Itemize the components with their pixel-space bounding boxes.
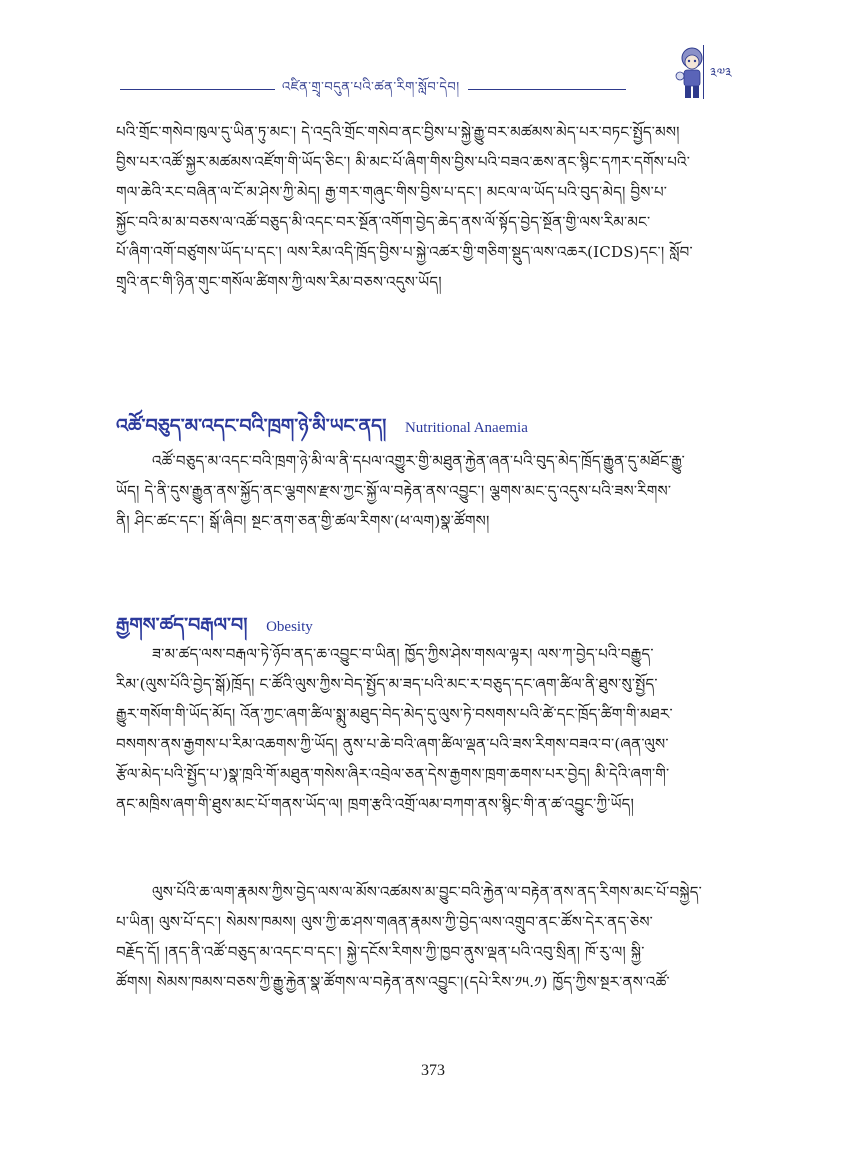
text-line: བསགས་ནས་རྒྱགས་པ་རིམ་འཆགས་ཀྱི་ཡོད། ནུས་པ་ཆེ་བའི་ཞག་ཚིལ་ལྡན་པའི་ཟས་རིགས་བཟའ་བ་(ཞན་ལུས་	[116, 735, 669, 753]
text-line: སྐྱོང་བའི་མ་མ་བཅས་ལ་འཚོ་བཅུད་མི་འདང་བར་སྔོན་འགོག་བྱེད་ཆེད་ནས་ལོ་སྟོད་བྱེད་སྔོན་གྱི་ལས་རིམ་མང་	[116, 213, 651, 231]
obesity-paragraph-1	[116, 639, 756, 819]
text-line: ནི། ཤིང་ཚང་དང་། སྒོ་ཞིབ། སྔང་ནག་ཅན་གྱི་ཚལ་རིགས་(ཕ་ལག)སྣ་ཚོགས།	[116, 512, 490, 530]
page-number: 373	[421, 1062, 445, 1079]
text-line: ཡོད། དེ་ནི་དུས་རྒྱུན་ནས་སྐྱོད་ནང་ལྕགས་རྫས་ཀྱང་སྐྱོ་ལ་བརྟེན་ནས་འབྱུང་། ལྕགས་མང་དུ་འདུས་པའི་ཟས་རིགས་	[116, 482, 672, 500]
heading-english: Nutritional Anaemia	[404, 420, 528, 436]
text-line: གྲྭའི་ནང་གི་ཉིན་གུང་གསོལ་ཚིགས་ཀྱི་ལས་རིམ་བཅས་འདུས་ཡོད།	[116, 273, 442, 291]
heading-english: Obesity	[266, 619, 313, 635]
text-line: རྩོལ་མེད་པའི་སྤྱོད་པ་)སྣ་ཁྲའི་གོ་མཐུན་གསེས་ཞིར་འབྲེལ་ཅན་དེས་རྒྱགས་ཁྲག་ཆགས་པར་བྱེད། མི་དེའི་ཞག་གི་	[116, 765, 670, 783]
obesity-paragraph-2	[116, 877, 756, 997]
page-mark-number: ༣༧༣	[710, 66, 732, 81]
text-line: རིམ་(ལུས་པོའི་བྱེད་སྒོ)ཁྲོད། ང་ཚོའི་ལུས་ཀྱིས་བེད་སྤྱོད་མ་ཟད་པའི་མང་ར་བཅུད་དང་ཞག་ཚིལ་ནི་ཐུས་སུ་སྤྱོད་	[116, 675, 658, 693]
heading-tibetan: འཚོ་བཅུད་མ་འདང་བའི་ཁྲག་ཉེ་མི་ཡང་ནད།	[116, 415, 387, 437]
text-line: རྒྱུར་གསོག་གི་ཡོད་མོད། འོན་ཀྱང་ཞག་ཚིལ་སྨུ་མཐུད་བེད་མེད་དུ་ལུས་ཏེ་བསགས་པའི་ཚེ་དང་ཁྲོད་ཚིག་གི་མཐར་	[116, 705, 673, 723]
text-line: པ་ཡིན། ལུས་པོ་དང་། སེམས་ཁམས། ལུས་ཀྱི་ཆ་ཤས་གཞན་རྣམས་ཀྱི་བྱེད་ལས་འགྲུབ་ནང་ཚོས་དེར་ནད་ཅེས་	[116, 913, 654, 931]
text-line: པའི་གྲོང་གསེབ་ཁུལ་དུ་ཡིན་ཏུ་མང་། དེ་འདྲའི་གྲོང་གསེབ་ནང་བྱིས་པ་སྐྱེ་རྒྱུ་བར་མཚམས་མེད་པར་བཏང་སྤྱོད་མས།	[116, 123, 680, 141]
text-line: བརྗོད་དོ། །ནད་ནི་འཚོ་བཅུད་མ་འདང་བ་དང་། སྐྱེ་དངོས་རིགས་ཀྱི་ཁྱབ་ནུས་ལྡན་པའི་འབུ་སྲིན། ཁོ་རུ་ལ། སྐྱི་	[116, 943, 645, 961]
running-header-title: འཛིན་གྲྭ་བདུན་པའི་ཚན་རིག་སློབ་དེབ།	[282, 80, 460, 95]
heading-tibetan: རྒྱགས་ཚད་བརྒལ་བ།	[116, 614, 248, 636]
text-line: ཚོགས། སེམས་ཁམས་བཅས་ཀྱི་རྒྱུ་རྐྱེན་སྣ་ཚོགས་ལ་བརྟེན་ནས་འབྱུང་།(དཔེ་རིས་༡༥.༡) ཁྱོད་ཀྱིས་སྔར་ནས་འཚོ་	[116, 973, 670, 991]
intro-paragraph	[116, 117, 756, 297]
text-line: གལ་ཆེའི་རང་བཞིན་ལ་ངོ་མ་ཤེས་ཀྱི་མེད། རྒྱ་གར་གཞུང་གིས་བྱིས་པ་དང་། མངལ་ལ་ཡོད་པའི་བུད་མེད། བྱིས་པ་	[116, 183, 668, 201]
text-line: འཚོ་བཅུད་མ་འདང་བའི་ཁྲག་ཉེ་མི་ལ་ནི་དཔལ་འགྱུར་གྱི་མཐུན་རྐྱེན་ཞན་པའི་བུད་མེད་ཁྲོད་རྒྱུན་དུ་མཐོང་རྒྱུ་	[152, 452, 685, 470]
text-line: པོ་ཞིག་འགོ་བཙུགས་ཡོད་པ་དང་། ལས་རིམ་འདི་ཁྲོད་བྱིས་པ་སྐྱེ་འཚར་གྱི་གཅིག་སྡུད་ལས་འཆར(ICDS)དང་། སློབ་	[116, 243, 693, 261]
anaemia-paragraph	[116, 446, 756, 536]
text-line: ལུས་པོའི་ཆ་ལག་རྣམས་ཀྱིས་བྱེད་ལས་ལ་མོས་འཚམས་མ་བྱུང་བའི་རྐྱེན་ལ་བརྟེན་ནས་ནད་རིགས་མང་པོ་བསྐྱེད་	[152, 883, 702, 901]
text-line: བྱིས་པར་འཚོ་སྐྱར་མཚམས་འཛོག་གི་ཡོད་ཅིང་། མི་མང་པོ་ཞིག་གིས་བྱིས་པའི་བཟའ་ཆས་ནང་སྙིང་དཀར་དགོས་པའི་	[116, 153, 691, 171]
text-line: ནང་མཁྲིས་ཞག་གི་ཐུས་མང་པོ་གནས་ཡོད་ལ། ཁྲག་རྩའི་འགྲོ་ལམ་བཀག་ནས་སྙིང་གི་ན་ཚ་འབྱུང་ཀྱི་ཡོད།	[116, 795, 635, 813]
header-rule-right	[468, 89, 626, 90]
text-line: ཟ་མ་ཚད་ལས་བརྒལ་ཏེ་ཉོབ་ནད་ཆ་འབྱུང་བ་ཡིན། ཁྱོད་ཀྱིས་ཤེས་གསལ་ལྟར། ལས་ཀ་བྱེད་པའི་བརྒྱུད་	[152, 645, 654, 663]
header-rule-left	[120, 89, 275, 90]
